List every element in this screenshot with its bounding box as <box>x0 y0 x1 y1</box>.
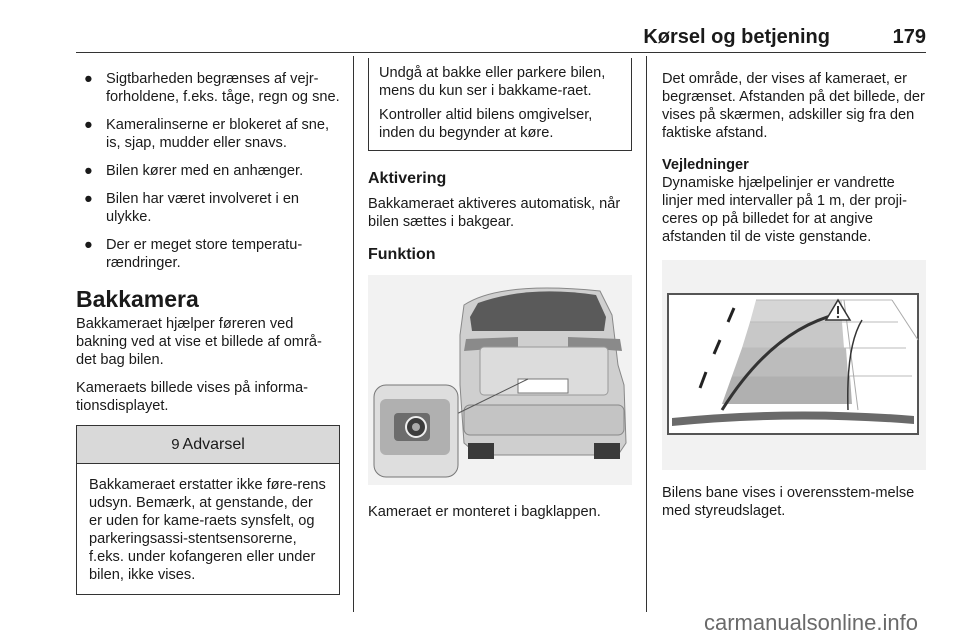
note-paragraph-1: Undgå at bakke eller parkere bilen, mens du kun ser i bakkame-raet. <box>379 65 606 99</box>
warning-text: Bakkameraet erstatter ikke føre-rens udsyn. Bemærk, at genstande, der er uden for kame-raets synsfelt, og parkeringsassi-stentsensorerne, f.eks. under kofangeren eller under bilen, ikke vises. <box>89 477 326 583</box>
header-rule <box>76 52 926 53</box>
column-divider-1 <box>353 56 354 612</box>
list-item: ● Der er meget store temperatu-rændringer. <box>84 237 303 271</box>
camera-display-illustration <box>662 260 926 470</box>
column-3 <box>662 70 926 530</box>
column-divider-2 <box>646 56 647 612</box>
display-paragraph: Kameraets billede vises på informa-tionsdisplayet. <box>76 380 308 414</box>
watermark: carmanualsonline.info <box>703 610 918 635</box>
section-title: Bakkamera <box>76 286 199 312</box>
list-item: ● Bilen har været involveret i en ulykke. <box>84 191 300 225</box>
car-rear-figure <box>368 275 632 485</box>
heading-funktion: Funktion <box>368 246 436 263</box>
warning-icon: 9 <box>171 435 180 453</box>
guidelines-paragraph: Dynamiske hjælpelinjer er vandrette linjer med intervaller på 1 m, der proji-ceres op på billedet for at angive afstanden til de viste genstande. <box>662 175 907 245</box>
chapter-title: Kørsel og betjening <box>643 26 830 48</box>
intro-paragraph: Bakkameraet hjælper føreren ved bakning ved at vise et billede af områ-det bag bilen. <box>76 316 322 368</box>
note-paragraph-2: Kontroller altid bilens omgivelser, inden du begynder at køre. <box>379 107 593 141</box>
page-number: 179 <box>892 26 926 48</box>
list-item: ● Bilen kører med en anhænger. <box>84 163 304 179</box>
car-rear-illustration <box>368 275 632 485</box>
heading-aktivering: Aktivering <box>368 170 447 187</box>
figure-caption: Bilens bane vises i overensstem-melse med styreudslaget. <box>662 485 915 519</box>
figure-caption: Kameraet er monteret i bagklappen. <box>368 504 601 520</box>
heading-vejledninger: Vejledninger <box>662 157 749 173</box>
list-item: ● Sigtbarheden begrænses af vejr-forholdene, f.eks. tåge, regn og sne. <box>84 71 340 105</box>
column-2 <box>368 58 632 531</box>
condition-list <box>76 70 340 272</box>
warning-box <box>76 425 340 595</box>
range-paragraph: Det område, der vises af kameraet, er begrænset. Afstanden på det billede, der vises på skærmen, adskiller sig fra den faktiske afstand. <box>662 71 925 141</box>
camera-display-figure <box>662 260 926 470</box>
column-1 <box>76 70 340 595</box>
aktivering-paragraph: Bakkameraet aktiveres automatisk, når bilen sættes i bakgear. <box>368 196 621 230</box>
page-header <box>76 26 926 50</box>
warning-title: Advarsel <box>182 435 245 453</box>
warning-header <box>77 426 339 464</box>
list-item: ● Kameralinserne er blokeret af sne, is, sjap, mudder eller snavs. <box>84 117 330 151</box>
warning-continuation-box <box>368 58 632 151</box>
